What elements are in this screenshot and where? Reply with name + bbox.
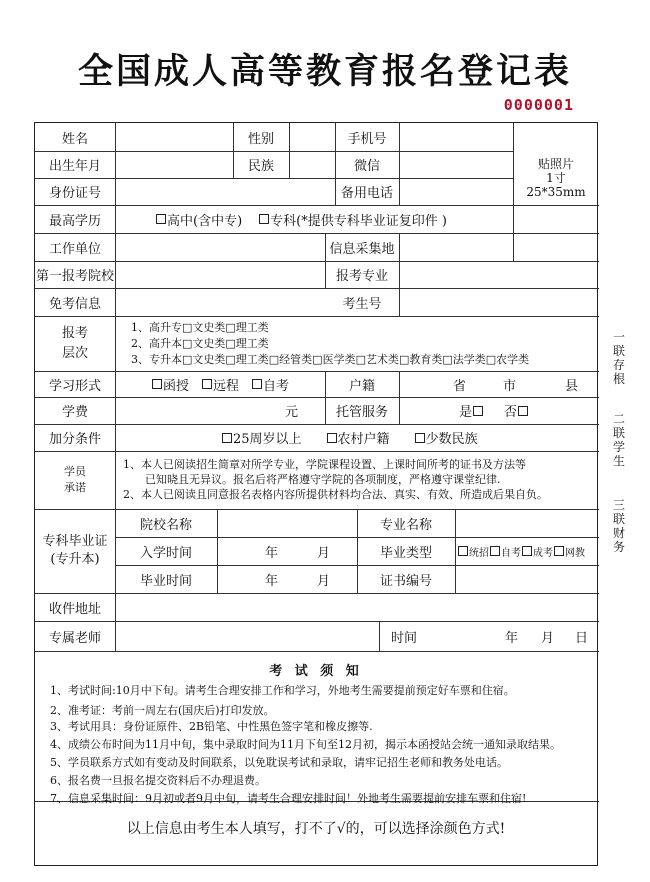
pledge-label: 学员 承诺 xyxy=(64,465,86,494)
first-school-field[interactable] xyxy=(116,261,325,288)
level-option-1[interactable]: 1、高升专□文史类□理工类 xyxy=(131,321,269,334)
major-field[interactable] xyxy=(400,261,599,288)
study-form-label: 学习形式 xyxy=(48,378,101,394)
footer-note: 以上信息由考生本人填写，打不了√的，可以选择涂颜色方式! xyxy=(126,821,506,837)
gender-label: 性别 xyxy=(247,131,274,147)
bonus-label: 加分条件 xyxy=(48,432,101,447)
time-month-label: 月 xyxy=(541,630,555,646)
edu-jc-label: 专科(*提供专科毕业证复印件 ) xyxy=(270,213,447,229)
gt4-label: 网教 xyxy=(565,547,585,559)
gender-field[interactable] xyxy=(290,123,335,151)
enroll-year-label: 年 xyxy=(265,545,279,561)
grad-time-label: 毕业时间 xyxy=(139,573,192,589)
exam-no-label: 考生号 xyxy=(342,296,382,312)
id-field[interactable] xyxy=(116,178,335,205)
custody-no-checkbox[interactable] xyxy=(518,406,528,416)
custody-yes-label: 是 xyxy=(459,405,473,420)
sf1-label: 函授 xyxy=(163,378,190,394)
birth-field[interactable] xyxy=(116,151,233,178)
level-option-2[interactable]: 2、高升本□文史类□理工类 xyxy=(131,337,269,350)
major-name-label: 专业名称 xyxy=(379,517,432,533)
photo-box: 贴照片 1寸 25*35mm xyxy=(526,157,586,199)
pledge-line-1b: 已知晓且无异议。报名后将严格遵守学院的各项制度，严格遵守课堂纪律. xyxy=(145,473,501,486)
bonus-options xyxy=(221,424,599,451)
side-label-student: 二联学生 xyxy=(612,412,625,468)
ethnicity-field[interactable] xyxy=(290,151,335,178)
first-school-label: 第一报考院校 xyxy=(35,269,114,284)
bonus-age-checkbox[interactable] xyxy=(222,433,232,443)
work-field[interactable] xyxy=(116,233,325,261)
school-name-field[interactable] xyxy=(218,509,357,537)
level-option-3[interactable]: 3、专升本□文史类□理工类□经管类□医学类□艺术类□教育类□法学类□农学类 xyxy=(131,353,530,366)
phone-label: 手机号 xyxy=(347,131,387,147)
edu-hs-checkbox[interactable] xyxy=(156,214,166,224)
edu-hs-label: 高中(含中专) xyxy=(167,213,243,229)
ethnicity-label: 民族 xyxy=(247,159,274,174)
province-label: 省 xyxy=(453,378,467,394)
county-label: 县 xyxy=(565,378,579,394)
grad-type-options xyxy=(457,537,599,565)
pledge-text xyxy=(123,457,593,502)
sf-remote-checkbox[interactable] xyxy=(202,379,212,389)
notice-item-4: 4、成绩公布时间为11月中旬，集中录取时间为11月下旬至12月初，揭示本函授站会统一通知录取结果。 xyxy=(50,738,561,751)
yuan-label: 元 xyxy=(285,405,299,420)
gt4-checkbox[interactable] xyxy=(554,546,564,556)
grad-year-label: 年 xyxy=(265,573,279,589)
cert-no-field[interactable] xyxy=(456,565,599,593)
sf-correspondence-checkbox[interactable] xyxy=(152,379,162,389)
sf3-label: 自考 xyxy=(263,378,290,394)
education-options xyxy=(155,205,513,233)
notice-item-2: 2、准考证：考前一周左右(国庆后)打印发放。 xyxy=(50,704,275,717)
form-title: 全国成人高等教育报名登记表 xyxy=(77,52,572,92)
name-label: 姓名 xyxy=(61,131,88,147)
b2-label: 农村户籍 xyxy=(337,432,390,447)
grad-month-label: 月 xyxy=(317,573,331,589)
gt1-label: 统招 xyxy=(469,547,489,559)
bonus-rural-checkbox[interactable] xyxy=(327,433,337,443)
edu-jc-checkbox[interactable] xyxy=(259,214,269,224)
notice-item-3: 3、考试用具：身份证原件、2B铅笔、中性黑色签字笔和橡皮擦等. xyxy=(50,720,373,733)
b1-label: 25周岁以上 xyxy=(233,432,302,447)
enroll-time-label: 入学时间 xyxy=(139,545,192,561)
major-name-field[interactable] xyxy=(456,509,599,537)
address-field[interactable] xyxy=(116,593,599,621)
phone-field[interactable] xyxy=(400,123,513,151)
fee-label: 学费 xyxy=(61,405,88,420)
exam-no-field[interactable] xyxy=(400,288,599,316)
level-options xyxy=(131,320,529,368)
hukou-label: 户籍 xyxy=(348,378,375,394)
sf2-label: 远程 xyxy=(213,378,240,394)
teacher-field[interactable] xyxy=(116,621,379,651)
backup-phone-field[interactable] xyxy=(400,178,513,205)
pledge-line-1: 1、本人已阅读招生简章对所学专业，学院课程设置、上课时间所考的证书及方法等 xyxy=(123,458,526,471)
time-year-label: 年 xyxy=(505,630,519,646)
notice-item-6: 6、报名费一旦报名提交资料后不办理退费。 xyxy=(50,774,266,787)
level-label: 报考 层次 xyxy=(61,325,88,361)
school-name-label: 院校名称 xyxy=(139,517,192,533)
study-form-options xyxy=(151,371,325,397)
info-place-field[interactable] xyxy=(400,233,599,261)
custody-no-label: 否 xyxy=(504,405,518,420)
custody-label: 托管服务 xyxy=(335,405,388,420)
b3-label: 少数民族 xyxy=(425,432,478,447)
exempt-field[interactable] xyxy=(116,288,325,316)
side-label-finance: 三联财务 xyxy=(612,498,625,554)
time-day-label: 日 xyxy=(575,630,589,646)
diploma-label: 专科毕业证 (专升本) xyxy=(42,534,108,567)
notice-item-1: 1、考试时间:10月中下旬。请考生合理安排工作和学习，外地考生需要提前预定好车票和住宿。 xyxy=(50,684,515,697)
time-label: 时间 xyxy=(391,630,418,646)
gt3-label: 成考 xyxy=(533,547,553,559)
enroll-month-label: 月 xyxy=(317,545,331,561)
gt3-checkbox[interactable] xyxy=(522,546,532,556)
major-label: 报考专业 xyxy=(335,269,388,284)
custody-yes-checkbox[interactable] xyxy=(473,406,483,416)
notice-item-7: 7、信息采集时间：9月初或者9月中旬，请考生合理安排时间！外地考生需要提前安排车票和住宿! xyxy=(50,792,527,805)
id-label: 身份证号 xyxy=(48,186,101,201)
work-label: 工作单位 xyxy=(48,241,101,257)
serial-number: 0000001 xyxy=(503,96,574,114)
sf-self-checkbox[interactable] xyxy=(252,379,262,389)
birth-label: 出生年月 xyxy=(48,159,101,174)
info-place-label: 信息采集地 xyxy=(329,241,395,257)
gt1-checkbox[interactable] xyxy=(458,546,468,556)
exempt-label: 免考信息 xyxy=(48,296,101,312)
backup-phone-label: 备用电话 xyxy=(340,186,393,201)
city-label: 市 xyxy=(503,378,517,394)
pledge-line-2: 2、本人已阅读且同意报名表格内容所提供材料均合法、真实、有效、所造成后果自负。 xyxy=(123,488,548,501)
custody-options xyxy=(459,397,599,424)
education-label: 最高学历 xyxy=(48,213,101,229)
side-label-stub: 一联存根 xyxy=(612,330,625,386)
wechat-label: 微信 xyxy=(353,159,380,174)
gt2-checkbox[interactable] xyxy=(490,546,500,556)
grad-type-label: 毕业类型 xyxy=(379,545,432,561)
gt2-label: 自考 xyxy=(501,547,521,559)
teacher-label: 专属老师 xyxy=(48,630,101,646)
notice-item-5: 5、学员联系方式如有变动及时间联系，以免耽误考试和录取，请牢记招生老师和教务处电话。 xyxy=(50,756,508,769)
bonus-minority-checkbox[interactable] xyxy=(415,433,425,443)
cert-no-label: 证书编号 xyxy=(379,573,432,589)
notice-title: 考 试 须 知 xyxy=(269,664,363,679)
name-field[interactable] xyxy=(116,123,233,151)
address-label: 收件地址 xyxy=(48,601,101,617)
wechat-field[interactable] xyxy=(400,151,513,178)
